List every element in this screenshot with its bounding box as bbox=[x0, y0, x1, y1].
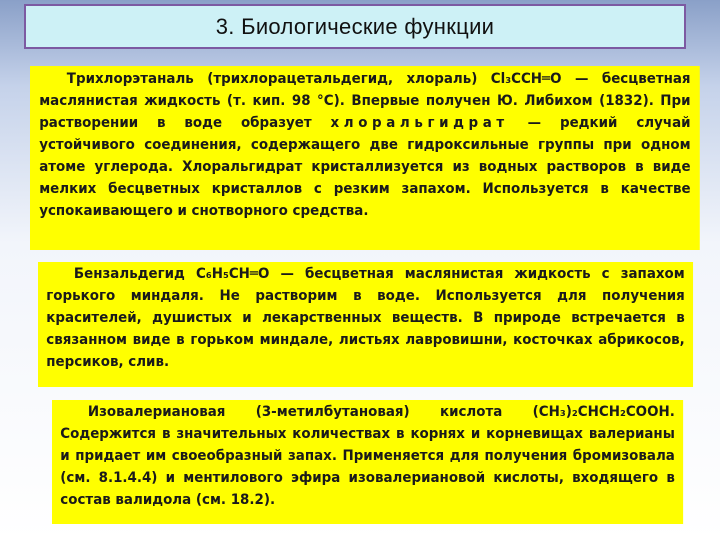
paragraph-chloral-part-2: — редкий случай устойчивого соединения, содержащего две гидроксильные группы при одном атоме углерода. Хлоральгидрат кристаллизуется из водных растворов в виде мелких бесцветных кристаллов с резким запахом. Используется в качестве успокаивающего и снотворного средства. bbox=[39, 114, 691, 219]
text-panel-benzaldehyde bbox=[38, 262, 693, 387]
slide-title-box bbox=[24, 4, 686, 49]
term-chloral-hydrate: хлоральгидрат bbox=[330, 114, 509, 131]
text-panel-chloral bbox=[30, 66, 700, 250]
paragraph-benzaldehyde: Бензальдегид C₆H₅CH═O — бесцветная маслянистая жидкость с запахом горького миндаля. Не растворим в воде. Используется для получения красителей, душистых и лекарственных веществ. В природе встречается в связанном виде в горьком миндале, листьях лавровишни, косточках абрикосов, персиков, слив. bbox=[46, 265, 685, 370]
text-panel-isovaleric-acid bbox=[52, 400, 683, 524]
paragraph-isovaleric-acid: Изовалериановая (3-метилбутановая) кислота (CH₃)₂CHCH₂COOH. Содержится в значительных количествах в корнях и корневищах валерианы и придает им своеобразный запах. Применяется для получения бромизовала (см. 8.1.4.4) и ментилового эфира изовалериановой кислоты, входящего в состав валидола (см. 18.2). bbox=[60, 403, 675, 508]
paragraph-chloral-part-1: Трихлорэтаналь (трихлорацетальдегид, хлораль) Cl₃CCH═O — бесцветная маслянистая жидкость (т. кип. 98 °C). Впервые получен Ю. Либихом (1832). При растворении в воде образует bbox=[39, 70, 691, 131]
slide-title: 3. Биологические функции bbox=[215, 13, 495, 39]
paragraph-chloral bbox=[39, 68, 690, 222]
